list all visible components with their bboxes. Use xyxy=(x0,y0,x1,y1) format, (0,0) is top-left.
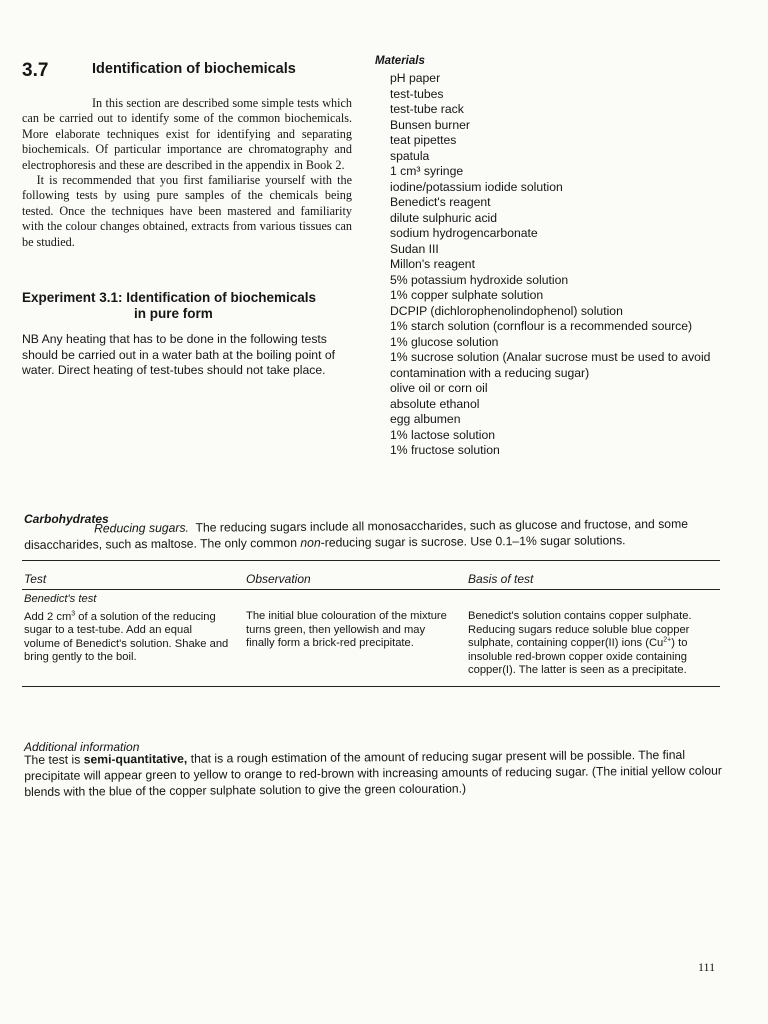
reducing-sugars-lead: Reducing sugars. xyxy=(94,520,189,536)
material-item: dilute sulphuric acid xyxy=(390,210,498,225)
intro-text xyxy=(22,96,352,250)
material-item: test-tube rack xyxy=(390,102,464,116)
experiment-title-line-2: in pure form xyxy=(134,306,213,321)
carbohydrates-text-em: non xyxy=(300,535,321,550)
materials-list xyxy=(375,71,720,459)
material-item: Benedict's reagent xyxy=(390,195,491,209)
experiment-title-line-1: Experiment 3.1: Identification of biochemicals xyxy=(22,290,317,305)
basis-sup: 2+ xyxy=(663,636,672,644)
carbohydrates-intro xyxy=(24,516,724,553)
material-item: Sudan III xyxy=(390,241,439,256)
material-item: teat pipettes xyxy=(390,133,457,147)
section-title: Identification of biochemicals xyxy=(92,61,296,77)
test-text-b: of a solution of the reducing sugar to a test-tube. Add an equal volume of Benedict's solution. Shake and bring gently to the boil. xyxy=(24,610,229,664)
material-item: 1% fructose solution xyxy=(390,443,500,457)
material-item: sodium hydrogencarbonate xyxy=(390,226,538,240)
page-number: 111 xyxy=(698,960,716,974)
material-item: pH paper xyxy=(390,71,441,85)
cell-test xyxy=(24,593,229,678)
material-item: test-tubes xyxy=(390,86,444,101)
header-basis: Basis of test xyxy=(468,572,534,586)
material-item: 1% lactose solution xyxy=(390,427,496,442)
material-item: 5% potassium hydroxide solution xyxy=(390,272,569,287)
section-number: 3.7 xyxy=(22,60,49,81)
materials-panel xyxy=(375,55,720,459)
basis-text-b: ) to insoluble red-brown copper oxide containing copper(I). The latter is seen as a precipitate. xyxy=(468,637,688,677)
material-item: Bunsen burner xyxy=(390,117,470,132)
additional-info-text xyxy=(24,747,724,800)
nb-note: NB Any heating that has to be done in the following tests should be carried out in a water bath at the boiling point of water. Direct heating of test-tubes should not take place. xyxy=(22,332,336,378)
material-item: 1% glucose solution xyxy=(390,334,499,349)
material-item: 1% copper sulphate solution xyxy=(390,288,544,302)
material-item: 1 cm³ syringe xyxy=(390,164,464,178)
additional-text-b: that is a rough estimation of the amount of reducing sugar present will be possible. The final precipitate will appear green to yellow to orange to red-brown with increasing amounts of reducing sugar. (The initial yellow colour blends with the blue of the copper sulphate solution to give the green colouration.) xyxy=(24,747,722,799)
experiment-title xyxy=(22,290,362,322)
material-item: olive oil or corn oil xyxy=(390,381,488,395)
carbohydrates-heading: Carbohydrates xyxy=(24,512,109,526)
header-observation: Observation xyxy=(246,572,311,586)
test-sup: 3 xyxy=(71,609,76,617)
header-test: Test xyxy=(24,572,47,586)
additional-info-heading: Additional information xyxy=(24,740,140,754)
carbohydrates-text-a: The reducing sugars include all monosaccharides, such as glucose and fructose, and some disaccharides, such as maltose. The only common xyxy=(24,516,689,552)
cell-observation: The initial blue colouration of the mixture turns green, then yellowish and may finally form a brick-red precipitate. xyxy=(246,610,447,650)
material-item: iodine/potassium iodide solution xyxy=(390,179,563,194)
material-item: egg albumen xyxy=(390,412,461,426)
benedicts-table xyxy=(22,560,720,687)
intro-paragraph-1: In this section are described some simple tests which can be carried out to identify some of the common biochemicals. More elaborate techniques exist for identifying and separating biochemicals. Of particular importance are chromatography and electrophoresis and these are described in the appendix in Book 2. xyxy=(22,96,352,172)
material-item: spatula xyxy=(390,148,430,163)
material-item: 1% sucrose solution (Analar sucrose must be used to avoid contamination with a reducing sugar) xyxy=(390,350,711,380)
additional-text-a: The test is xyxy=(24,752,84,767)
table-header-row xyxy=(22,561,720,589)
semi-quantitative-bold: semi-quantitative, xyxy=(83,751,188,767)
materials-heading: Materials xyxy=(375,55,425,67)
test-text-a: Add 2 cm xyxy=(24,610,72,623)
benedicts-test-subheading: Benedict's test xyxy=(24,593,97,605)
intro-paragraph-2: It is recommended that you first familiarise yourself with the following tests by using pure samples of the chemicals being tested. Once the techniques have been mastered and familiarity with the colour changes obtained, extracts from various tissues can be studied. xyxy=(22,173,352,249)
material-item: DCPIP (dichlorophenolindophenol) solution xyxy=(390,303,623,318)
cell-basis xyxy=(468,593,698,678)
table-bottom-rule xyxy=(22,686,720,687)
carbohydrates-text-b: -reducing sugar is sucrose. Use 0.1–1% sugar solutions. xyxy=(320,533,626,550)
basis-text-a: Benedict's solution contains copper sulphate. Reducing sugars reduce soluble blue copper sulphate, containing copper(II) ions (Cu xyxy=(468,610,692,650)
table-row xyxy=(22,590,720,686)
material-item: absolute ethanol xyxy=(390,396,480,411)
material-item: 1% starch solution (cornflour is a recommended source) xyxy=(390,319,693,333)
material-item: Millon's reagent xyxy=(390,257,475,271)
